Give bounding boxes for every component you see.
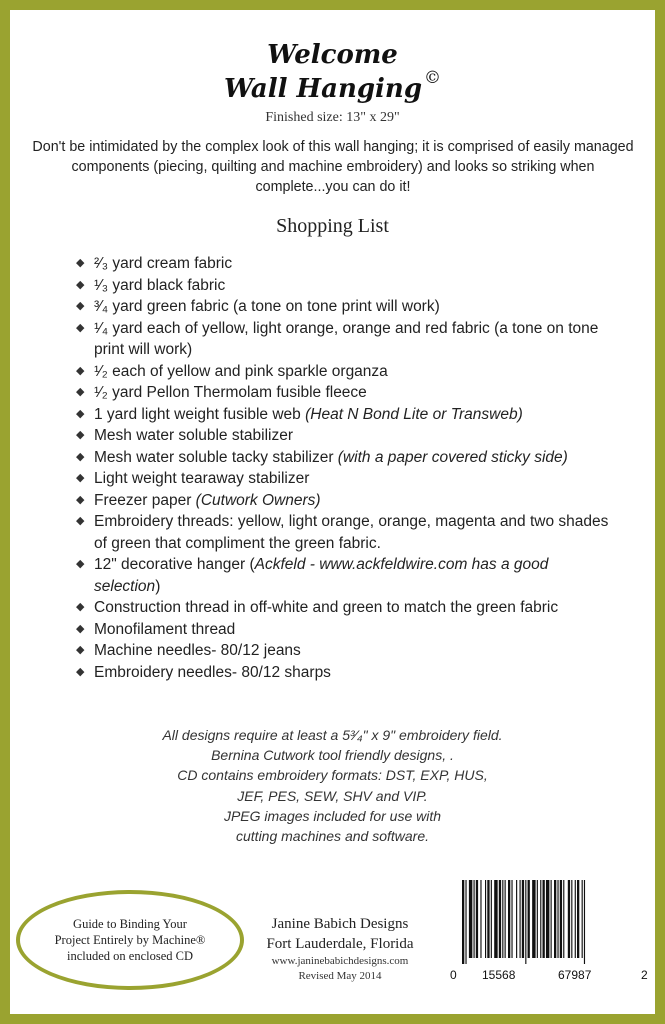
barcode bbox=[458, 880, 638, 964]
barcode-bar bbox=[462, 880, 464, 964]
binding-guide-line-3: included on enclosed CD bbox=[66, 949, 193, 963]
item-text: ¹⁄₂ each of yellow and pink sparkle organza bbox=[94, 362, 388, 380]
finished-size: Finished size: 13" x 29" bbox=[265, 110, 400, 125]
bullet-icon: ◆ bbox=[76, 472, 85, 484]
shopping-list-item bbox=[74, 253, 614, 275]
item-text: ¹⁄₂ yard Pellon Thermolam fusible fleece bbox=[94, 384, 367, 401]
bullet-icon: ◆ bbox=[76, 558, 85, 570]
barcode-bar bbox=[575, 880, 576, 958]
bullet-icon: ◆ bbox=[76, 622, 85, 635]
bullet-icon: ◆ bbox=[76, 644, 85, 656]
bullet-icon: ◆ bbox=[76, 257, 85, 269]
barcode-bar bbox=[474, 880, 475, 958]
item-text: 12" decorative hanger ( bbox=[94, 556, 255, 573]
barcode-bar bbox=[560, 880, 562, 958]
barcode-bar bbox=[485, 880, 486, 958]
shopping-list-item bbox=[74, 640, 614, 662]
shopping-list-item bbox=[74, 511, 614, 554]
barcode-bar bbox=[546, 880, 549, 958]
title-line-2 bbox=[10, 68, 655, 107]
barcode-bar bbox=[469, 880, 472, 958]
design-note-line: JPEG images included for use with bbox=[223, 807, 442, 824]
barcode-bar bbox=[505, 880, 506, 958]
barcode-bar bbox=[557, 880, 558, 958]
barcode-bar bbox=[537, 880, 538, 958]
item-text: ³⁄₄ yard green fabric (a tone on tone print will work) bbox=[94, 298, 440, 315]
bullet-icon: ◆ bbox=[76, 386, 85, 398]
revised-date: Revised May 2014 bbox=[298, 970, 382, 982]
item-text: 1 yard light weight fusible web bbox=[94, 405, 306, 423]
barcode-bar bbox=[487, 880, 489, 958]
binding-guide-line-1: Guide to Binding Your bbox=[73, 917, 187, 931]
item-note: (Cutwork Owners) bbox=[195, 491, 321, 509]
bullet-icon: ◆ bbox=[76, 429, 85, 441]
barcode-bar bbox=[540, 880, 541, 958]
item-text: ¹⁄₃ yard black fabric bbox=[94, 276, 226, 294]
shopping-list-item bbox=[74, 318, 614, 361]
shopping-list-heading: Shopping List bbox=[276, 215, 389, 237]
title-line-1: Welcome bbox=[267, 40, 398, 70]
barcode-bar bbox=[528, 880, 530, 958]
item-text: Machine needles- 80/12 jeans bbox=[94, 642, 301, 659]
barcode-bar bbox=[551, 880, 552, 958]
bullet-icon: ◆ bbox=[76, 601, 85, 613]
barcode-bar bbox=[508, 880, 510, 958]
barcode-bar bbox=[577, 880, 579, 958]
barcode-bar bbox=[554, 880, 556, 958]
item-text: Embroidery threads: yellow, light orange, orange, magenta and two shades of green that compliment the green fabric. bbox=[94, 513, 609, 552]
shopping-list-item bbox=[74, 490, 614, 512]
barcode-bar bbox=[584, 880, 585, 964]
binding-guide-line-2: Project Entirely by Machine® bbox=[54, 933, 206, 947]
shopping-list-item bbox=[74, 597, 614, 619]
shopping-list-item bbox=[74, 619, 614, 641]
design-note-line: Bernina Cutwork tool friendly designs, . bbox=[211, 747, 454, 764]
pattern-back-cover bbox=[10, 10, 655, 1014]
bullet-icon: ◆ bbox=[76, 493, 85, 506]
item-text: Freezer paper bbox=[94, 491, 196, 509]
bullet-icon: ◆ bbox=[76, 300, 85, 312]
barcode-bar bbox=[465, 880, 466, 964]
binding-guide-badge bbox=[16, 890, 244, 990]
item-text: Light weight tearaway stabilizer bbox=[94, 470, 310, 487]
item-tail: ) bbox=[155, 577, 161, 595]
design-note-line: JEF, PES, SEW, SHV and VIP. bbox=[237, 787, 428, 804]
design-note-line: CD contains embroidery formats: DST, EXP, HUS, bbox=[177, 767, 488, 784]
design-note-line: cutting machines and software. bbox=[236, 828, 429, 845]
shopping-list-item bbox=[74, 662, 614, 684]
title-line-2-text: Wall Hanging bbox=[223, 74, 423, 104]
barcode-bar bbox=[491, 880, 492, 958]
company-name: Janine Babich Designs bbox=[271, 916, 409, 932]
item-note: (Heat N Bond Lite or Transweb) bbox=[305, 405, 523, 423]
barcode-bar bbox=[480, 880, 481, 958]
design-notes bbox=[10, 725, 655, 846]
shopping-list-item bbox=[74, 361, 614, 383]
copyright-mark: © bbox=[424, 68, 442, 88]
barcode-bar bbox=[511, 880, 512, 958]
item-text: ¹⁄₄ yard each of yellow, light orange, orange and red fabric (a tone on tone print will work) bbox=[94, 319, 599, 358]
item-note: (with a paper covered sticky side) bbox=[337, 448, 568, 466]
barcode-bar bbox=[522, 880, 524, 958]
item-text: Construction thread in off-white and green to match the green fabric bbox=[94, 599, 559, 616]
barcode-bar bbox=[571, 880, 572, 958]
bullet-icon: ◆ bbox=[76, 321, 85, 334]
bullet-icon: ◆ bbox=[76, 450, 85, 463]
company-info bbox=[240, 914, 440, 984]
barcode-group-1: 15568 bbox=[482, 968, 516, 982]
shopping-list-item bbox=[74, 447, 614, 469]
shopping-list-item bbox=[74, 382, 614, 404]
item-text: Mesh water soluble stabilizer bbox=[94, 427, 294, 444]
intro-paragraph: Don't be intimidated by the complex look of this wall hanging; it is comprised of easily managed components (piecing, quilting and machine embroidery) and looks so striking when complete...you can do it! bbox=[32, 139, 634, 195]
company-website: www.janinebabichdesigns.com bbox=[271, 955, 409, 967]
bullet-icon: ◆ bbox=[76, 665, 85, 678]
barcode-digit-last: 2 bbox=[641, 968, 648, 982]
barcode-bar bbox=[532, 880, 535, 958]
barcode-bar bbox=[476, 880, 478, 958]
company-location: Fort Lauderdale, Florida bbox=[266, 936, 414, 952]
item-text: ²⁄₃ yard cream fabric bbox=[94, 255, 233, 272]
bullet-icon: ◆ bbox=[76, 364, 85, 377]
barcode-bar bbox=[525, 880, 526, 964]
barcode-bar bbox=[543, 880, 545, 958]
bullet-icon: ◆ bbox=[76, 278, 85, 291]
barcode-bar bbox=[516, 880, 517, 958]
barcode-bar bbox=[563, 880, 564, 958]
barcode-bar bbox=[582, 880, 583, 958]
shopping-list-item bbox=[74, 468, 614, 490]
barcode-digit-first: 0 bbox=[450, 968, 457, 982]
shopping-list-item bbox=[74, 296, 614, 318]
bullet-icon: ◆ bbox=[76, 407, 85, 420]
barcode-bar bbox=[520, 880, 521, 958]
shopping-list-item bbox=[74, 275, 614, 297]
barcode-bar bbox=[568, 880, 570, 958]
barcode-group-2: 67987 bbox=[558, 968, 592, 982]
shopping-list bbox=[74, 253, 614, 683]
item-text: Monofilament thread bbox=[94, 620, 236, 638]
shopping-list-item bbox=[74, 425, 614, 447]
barcode-bar bbox=[502, 880, 503, 958]
design-note-line: All designs require at least a 5³⁄₄" x 9" embroidery field. bbox=[162, 727, 503, 743]
barcode-bar bbox=[499, 880, 501, 958]
shopping-list-item bbox=[74, 554, 614, 597]
item-text: Embroidery needles- 80/12 sharps bbox=[94, 663, 331, 681]
barcode-bar bbox=[494, 880, 497, 958]
shopping-list-item bbox=[74, 404, 614, 426]
item-text: Mesh water soluble tacky stabilizer bbox=[94, 448, 338, 466]
item-note: Ackfeld - www.ackfeldwire.com has a good selection bbox=[94, 556, 549, 595]
bullet-icon: ◆ bbox=[76, 515, 85, 527]
